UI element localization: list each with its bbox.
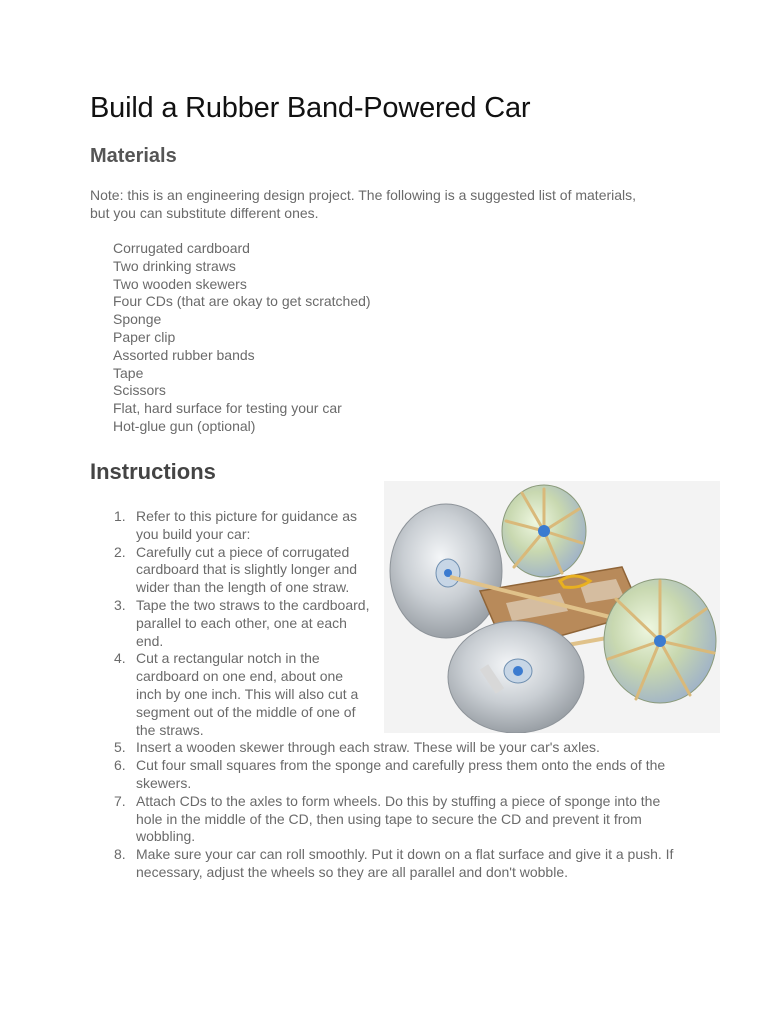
material-item: Two drinking straws (113, 257, 236, 274)
step-text: Carefully cut a piece of corrugated cardboard that is slightly longer and wider than the length of one straw. (136, 543, 358, 596)
material-item: Scissors (113, 382, 166, 399)
material-item: Sponge (113, 311, 162, 328)
material-item: Four CDs (that are okay to get scratched) (113, 293, 371, 310)
material-item: Assorted rubber bands (113, 346, 255, 363)
step-number: 2. (114, 543, 126, 560)
materials-list (113, 240, 371, 436)
instructions-heading: Instructions (90, 459, 216, 484)
step-number: 4. (114, 650, 126, 667)
step-number: 6. (114, 757, 126, 774)
list-item (90, 739, 681, 757)
step-text: Tape the two straws to the cardboard, parallel to each other, one at each end. (136, 596, 370, 649)
material-item: Flat, hard surface for testing your car (113, 400, 342, 417)
step-text: Cut four small squares from the sponge and carefully press them onto the ends of the skewers. (136, 757, 666, 791)
material-item: Hot-glue gun (optional) (113, 417, 256, 434)
list-item (90, 757, 681, 793)
list-item (90, 846, 681, 882)
list-item (90, 597, 681, 650)
materials-note: Note: this is an engineering design project. The following is a suggested list of materials, but you can substitute different ones. (90, 187, 637, 221)
list-item (90, 650, 681, 739)
step-number: 8. (114, 846, 126, 863)
step-number: 5. (114, 739, 126, 756)
step-number: 7. (114, 792, 126, 809)
step-text: Cut a rectangular notch in the cardboard on one end, about one inch by one inch. This will also cut a segment out of the middle of one of the straws. (136, 650, 359, 738)
list-item (90, 793, 681, 846)
instruction-steps (90, 508, 681, 882)
material-item: Tape (113, 364, 144, 381)
step-number: 3. (114, 596, 126, 613)
page-title: Build a Rubber Band-Powered Car (90, 92, 531, 124)
material-item: Corrugated cardboard (113, 240, 250, 256)
step-text: Make sure your car can roll smoothly. Put it down on a flat surface and give it a push. If necessary, adjust the wheels so they are all parallel and don't wobble. (136, 846, 674, 880)
material-item: Two wooden skewers (113, 275, 247, 292)
step-number: 1. (114, 508, 126, 524)
material-item: Paper clip (113, 328, 176, 345)
list-item (90, 544, 681, 597)
step-text: Attach CDs to the axles to form wheels. Do this by stuffing a piece of sponge into the hole in the middle of the CD, then using tape to secure the CD and prevent it from wobbling. (136, 792, 661, 845)
materials-heading: Materials (90, 145, 177, 167)
step-text: Refer to this picture for guidance as you build your car: (136, 508, 358, 542)
step-text: Insert a wooden skewer through each straw. These will be your car's axles. (136, 739, 600, 756)
list-item (90, 508, 681, 544)
